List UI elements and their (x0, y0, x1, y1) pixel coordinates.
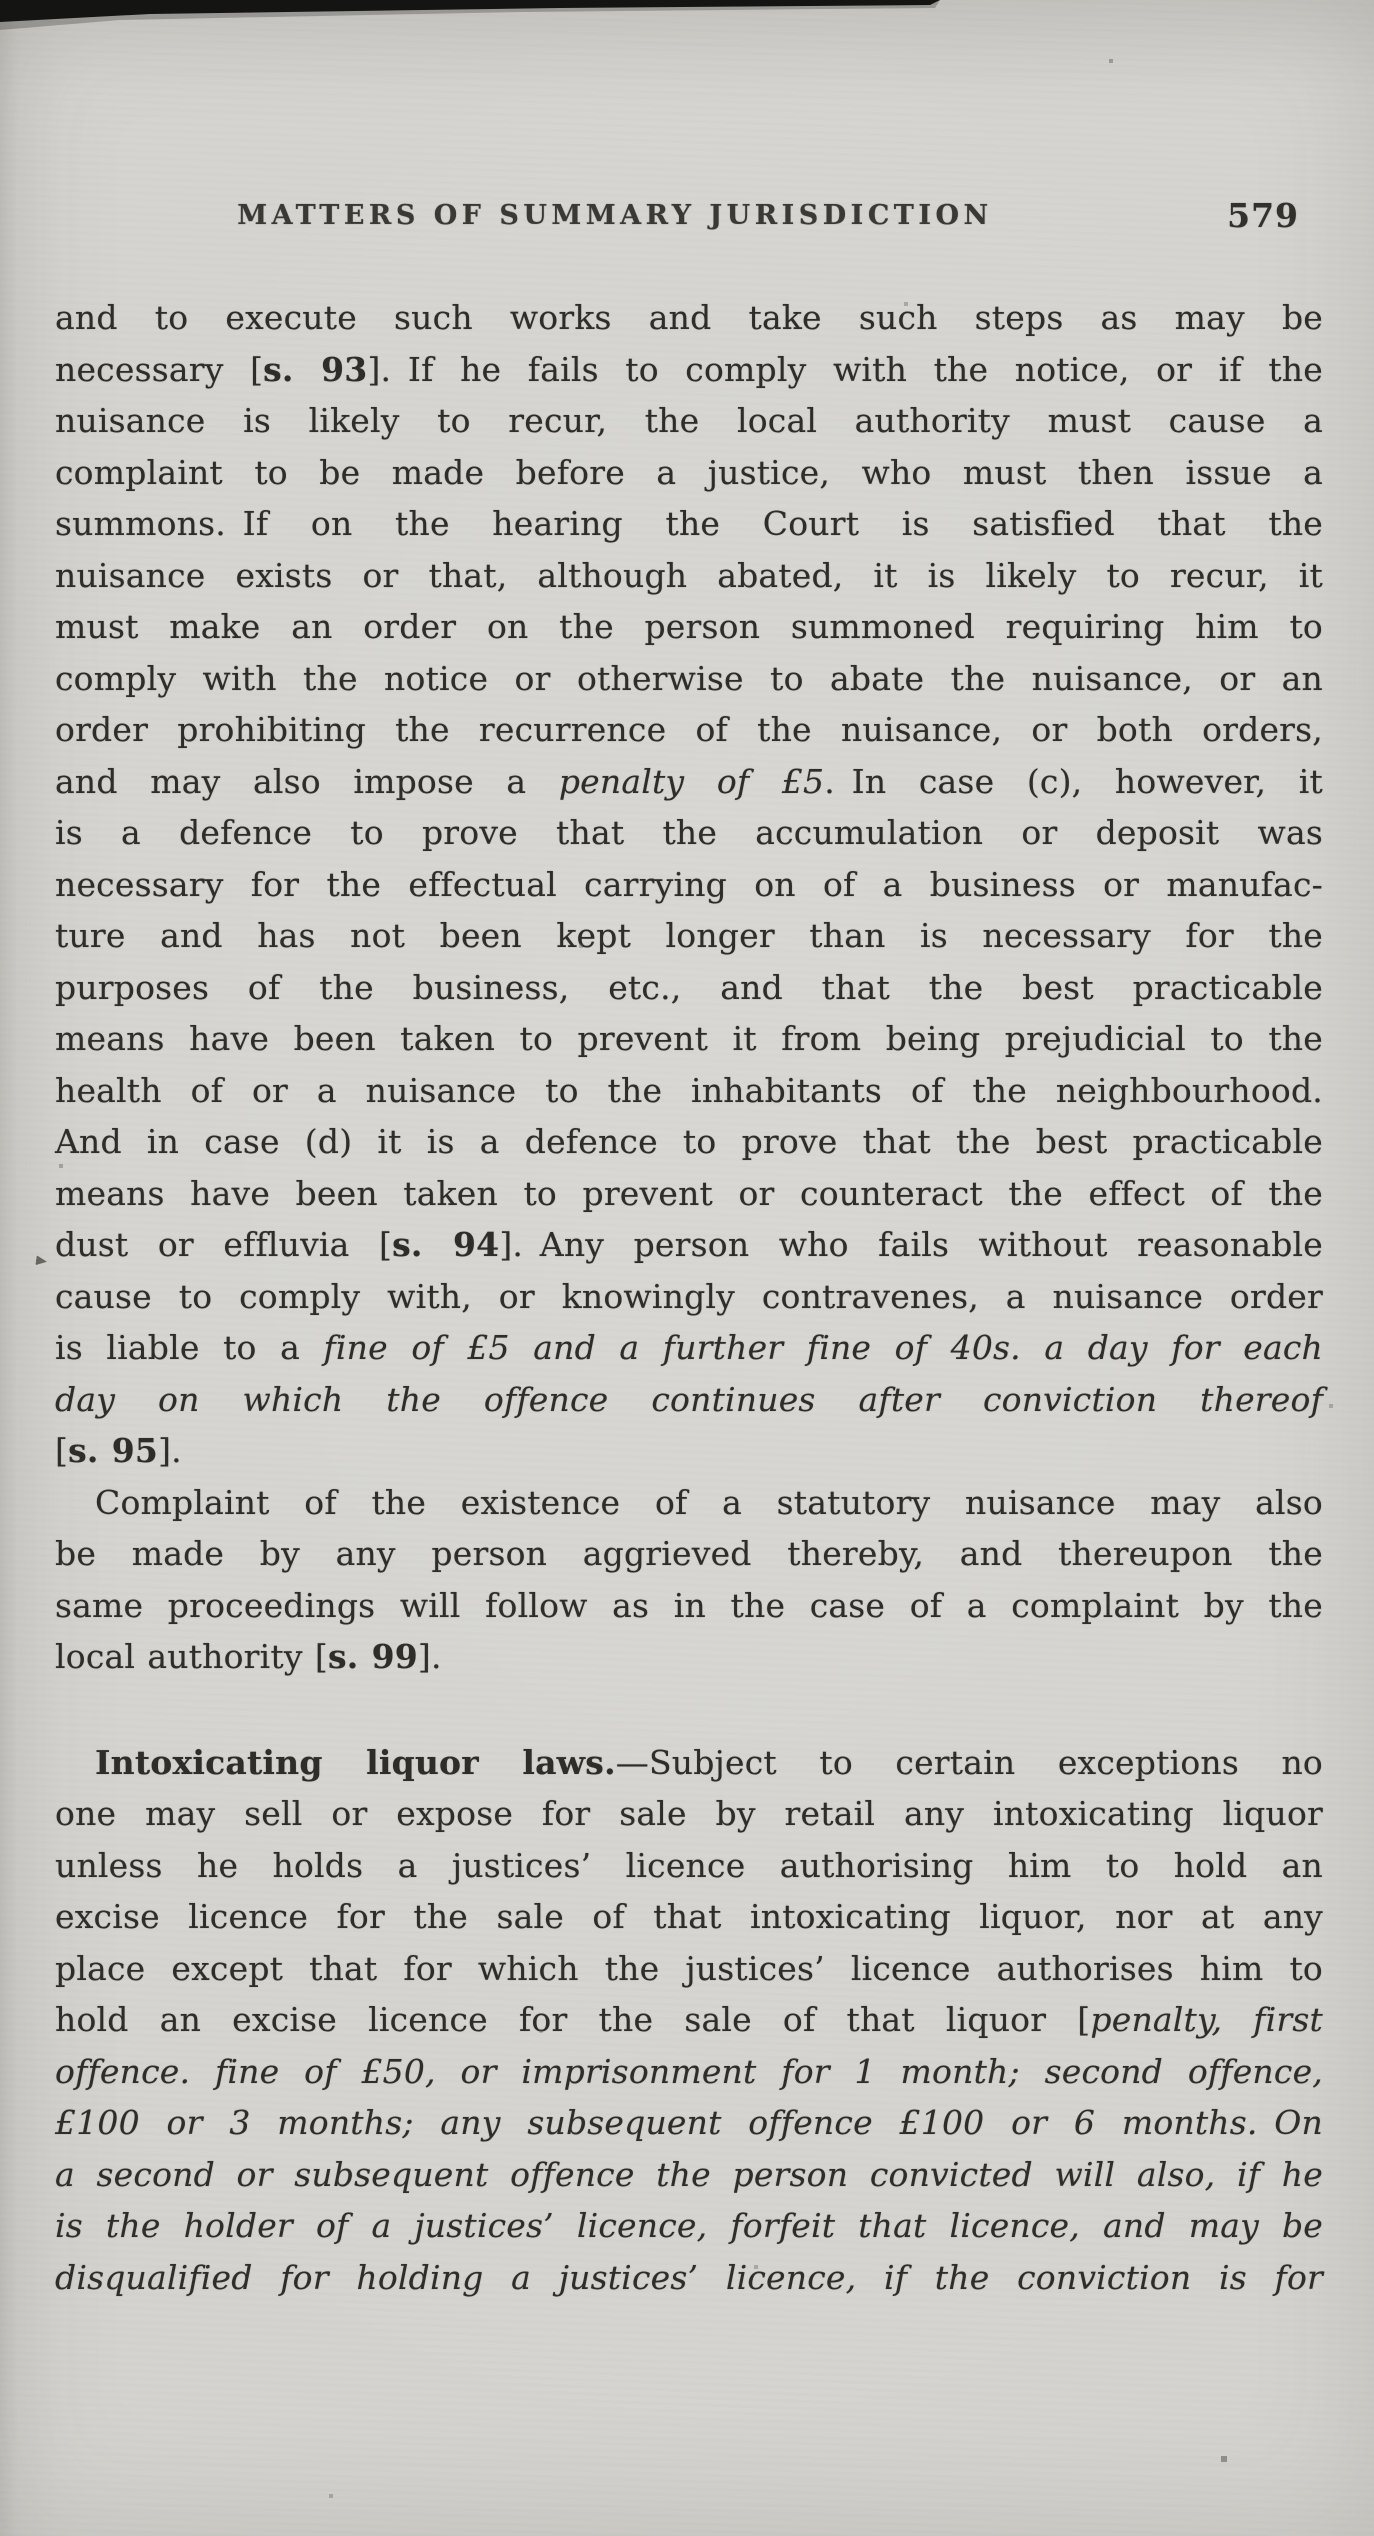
text-line (55, 1013, 1323, 1065)
text-line (55, 1737, 1323, 1789)
text-segment: ture and has not been kept longer than is necessary for the (55, 916, 1323, 955)
text-segment: a second or subsequent offence the person convicted will also, if he (55, 2154, 1323, 2194)
text-line (55, 1425, 1323, 1477)
text-line (55, 1528, 1323, 1580)
text-segment: is a defence to prove that the accumulation or deposit was (55, 813, 1323, 852)
text-segment: complaint to be made before a justice, who must then issue a (55, 452, 1323, 492)
text-segment: nuisance is likely to recur, the local authority must cause a (55, 401, 1323, 440)
text-segment: dust or effluvia [ (55, 1225, 393, 1264)
text-segment: ]. If he fails to comply with the notice, or if the (367, 349, 1323, 389)
text-segment: means have been taken to prevent it from being prejudicial to the (55, 1019, 1323, 1058)
text-segment: comply with the notice or otherwise to abate the nuisance, or an (55, 658, 1323, 698)
text-segment: [ (55, 1431, 69, 1470)
text-segment: . In case (c), however, it (824, 761, 1323, 801)
text-segment: offence. fine of £50, or imprisonment for 1 month; second offence, (55, 2051, 1323, 2091)
page-edge-shadow (0, 0, 1374, 30)
text-line (55, 1994, 1323, 2046)
text-segment: necessary for the effectual carrying on of a business or manufac- (55, 864, 1323, 904)
text-line (55, 653, 1323, 705)
text-segment: Complaint of the existence of a statutory nuisance may also (95, 1482, 1323, 1522)
text-segment: same proceedings will follow as in the case of a complaint by the (55, 1585, 1323, 1625)
text-line (55, 1840, 1323, 1892)
text-segment: health of or a nuisance to the inhabitants of the neighbourhood. (55, 1070, 1323, 1110)
text-segment: nuisance exists or that, although abated, it is likely to recur, it (55, 555, 1323, 595)
text-line (55, 1943, 1323, 1995)
text-line (55, 550, 1323, 602)
text-line (55, 1065, 1323, 1117)
text-segment: is the holder of a justices’ licence, forfeit that licence, and may be (55, 2206, 1323, 2245)
text-line (55, 344, 1323, 396)
text-segment: order prohibiting the recurrence of the nuisance, or both orders, (55, 710, 1323, 749)
text-line (55, 1271, 1323, 1323)
text-segment: ]. (417, 1637, 442, 1676)
paragraph (55, 292, 1323, 1477)
text-line (55, 1219, 1323, 1271)
text-segment: place except that for which the justices’ licence authorises him to (55, 1948, 1323, 1988)
text-segment: s. 94 (392, 1225, 500, 1264)
text-line (55, 1116, 1323, 1168)
text-line (55, 910, 1323, 962)
text-line (55, 1631, 1323, 1683)
running-header (55, 196, 1323, 242)
text-segment: summons. If on the hearing the Court is satisfied that the (55, 504, 1323, 543)
text-segment: purposes of the business, etc., and that the best practicable (55, 967, 1323, 1007)
text-segment: unless he holds a justices’ licence authorising him to hold an (55, 1845, 1323, 1885)
text-line (55, 1322, 1323, 1374)
text-segment: cause to comply with, or knowingly contravenes, a nuisance order (55, 1276, 1323, 1316)
text-line (55, 447, 1323, 499)
text-line (55, 1580, 1323, 1632)
text-line (55, 2200, 1323, 2252)
text-line (55, 395, 1323, 447)
text-line (55, 962, 1323, 1014)
text-segment: is liable to a (55, 1328, 324, 1367)
text-segment: disqualified for holding a justices’ licence, if the conviction is for (55, 2257, 1323, 2297)
text-line (55, 2149, 1323, 2201)
text-line (55, 1168, 1323, 1220)
text-line (55, 1788, 1323, 1840)
running-header-title: MATTERS OF SUMMARY JURISDICTION (237, 200, 993, 231)
text-segment: hold an excise licence for the sale of that liquor [ (55, 2000, 1091, 2039)
page-number: 579 (1227, 196, 1299, 235)
body-text (55, 292, 1323, 2303)
text-segment: —Subject to certain exceptions no (615, 1742, 1324, 1782)
text-line (55, 601, 1323, 653)
paper-speck (0, 0, 2, 2)
text-segment: be made by any person aggrieved thereby, and thereupon the (55, 1534, 1323, 1573)
text-segment: s. 99 (327, 1637, 418, 1676)
paragraph (55, 1477, 1323, 1683)
text-line (55, 2252, 1323, 2304)
margin-mark (35, 1255, 47, 1266)
paragraph (55, 1737, 1323, 2304)
text-line (55, 807, 1323, 859)
text-line (55, 756, 1323, 808)
text-segment: and may also impose a (55, 761, 559, 801)
text-segment: fine of £5 and a further fine of 40s. a day for each (323, 1328, 1323, 1367)
text-line (55, 1477, 1323, 1529)
text-segment: Intoxicating liquor laws. (95, 1742, 616, 1782)
text-segment: ]. (158, 1431, 182, 1470)
text-segment: £100 or 3 months; any subsequent offence £100 or 6 months. On (55, 2103, 1323, 2142)
text-segment: excise licence for the sale of that intoxicating liquor, nor at any (55, 1897, 1323, 1936)
text-segment: local authority [ (55, 1637, 328, 1676)
text-segment: necessary [ (55, 349, 264, 389)
text-segment: s. 93 (263, 349, 368, 389)
text-segment: means have been taken to prevent or counteract the effect of the (55, 1173, 1323, 1213)
text-segment: day on which the offence continues after conviction thereof (55, 1379, 1323, 1419)
text-segment: ]. Any person who fails without reasonable (499, 1225, 1324, 1264)
text-line (55, 292, 1323, 344)
text-line (55, 1374, 1323, 1426)
text-line (55, 2097, 1323, 2149)
text-segment: And in case (d) it is a defence to prove that the best practicable (55, 1122, 1323, 1161)
text-segment: penalty of £5 (558, 761, 825, 801)
text-segment: one may sell or expose for sale by retail any intoxicating liquor (55, 1794, 1323, 1833)
text-segment: and to execute such works and take such steps as may be (55, 298, 1323, 337)
text-line (55, 1891, 1323, 1943)
text-line (55, 704, 1323, 756)
text-segment: must make an order on the person summoned requiring him to (55, 607, 1323, 646)
text-line (55, 859, 1323, 911)
text-line (55, 498, 1323, 550)
text-segment: s. 95 (68, 1431, 159, 1470)
text-segment: penalty, first (1090, 2000, 1323, 2039)
text-line (55, 2046, 1323, 2098)
